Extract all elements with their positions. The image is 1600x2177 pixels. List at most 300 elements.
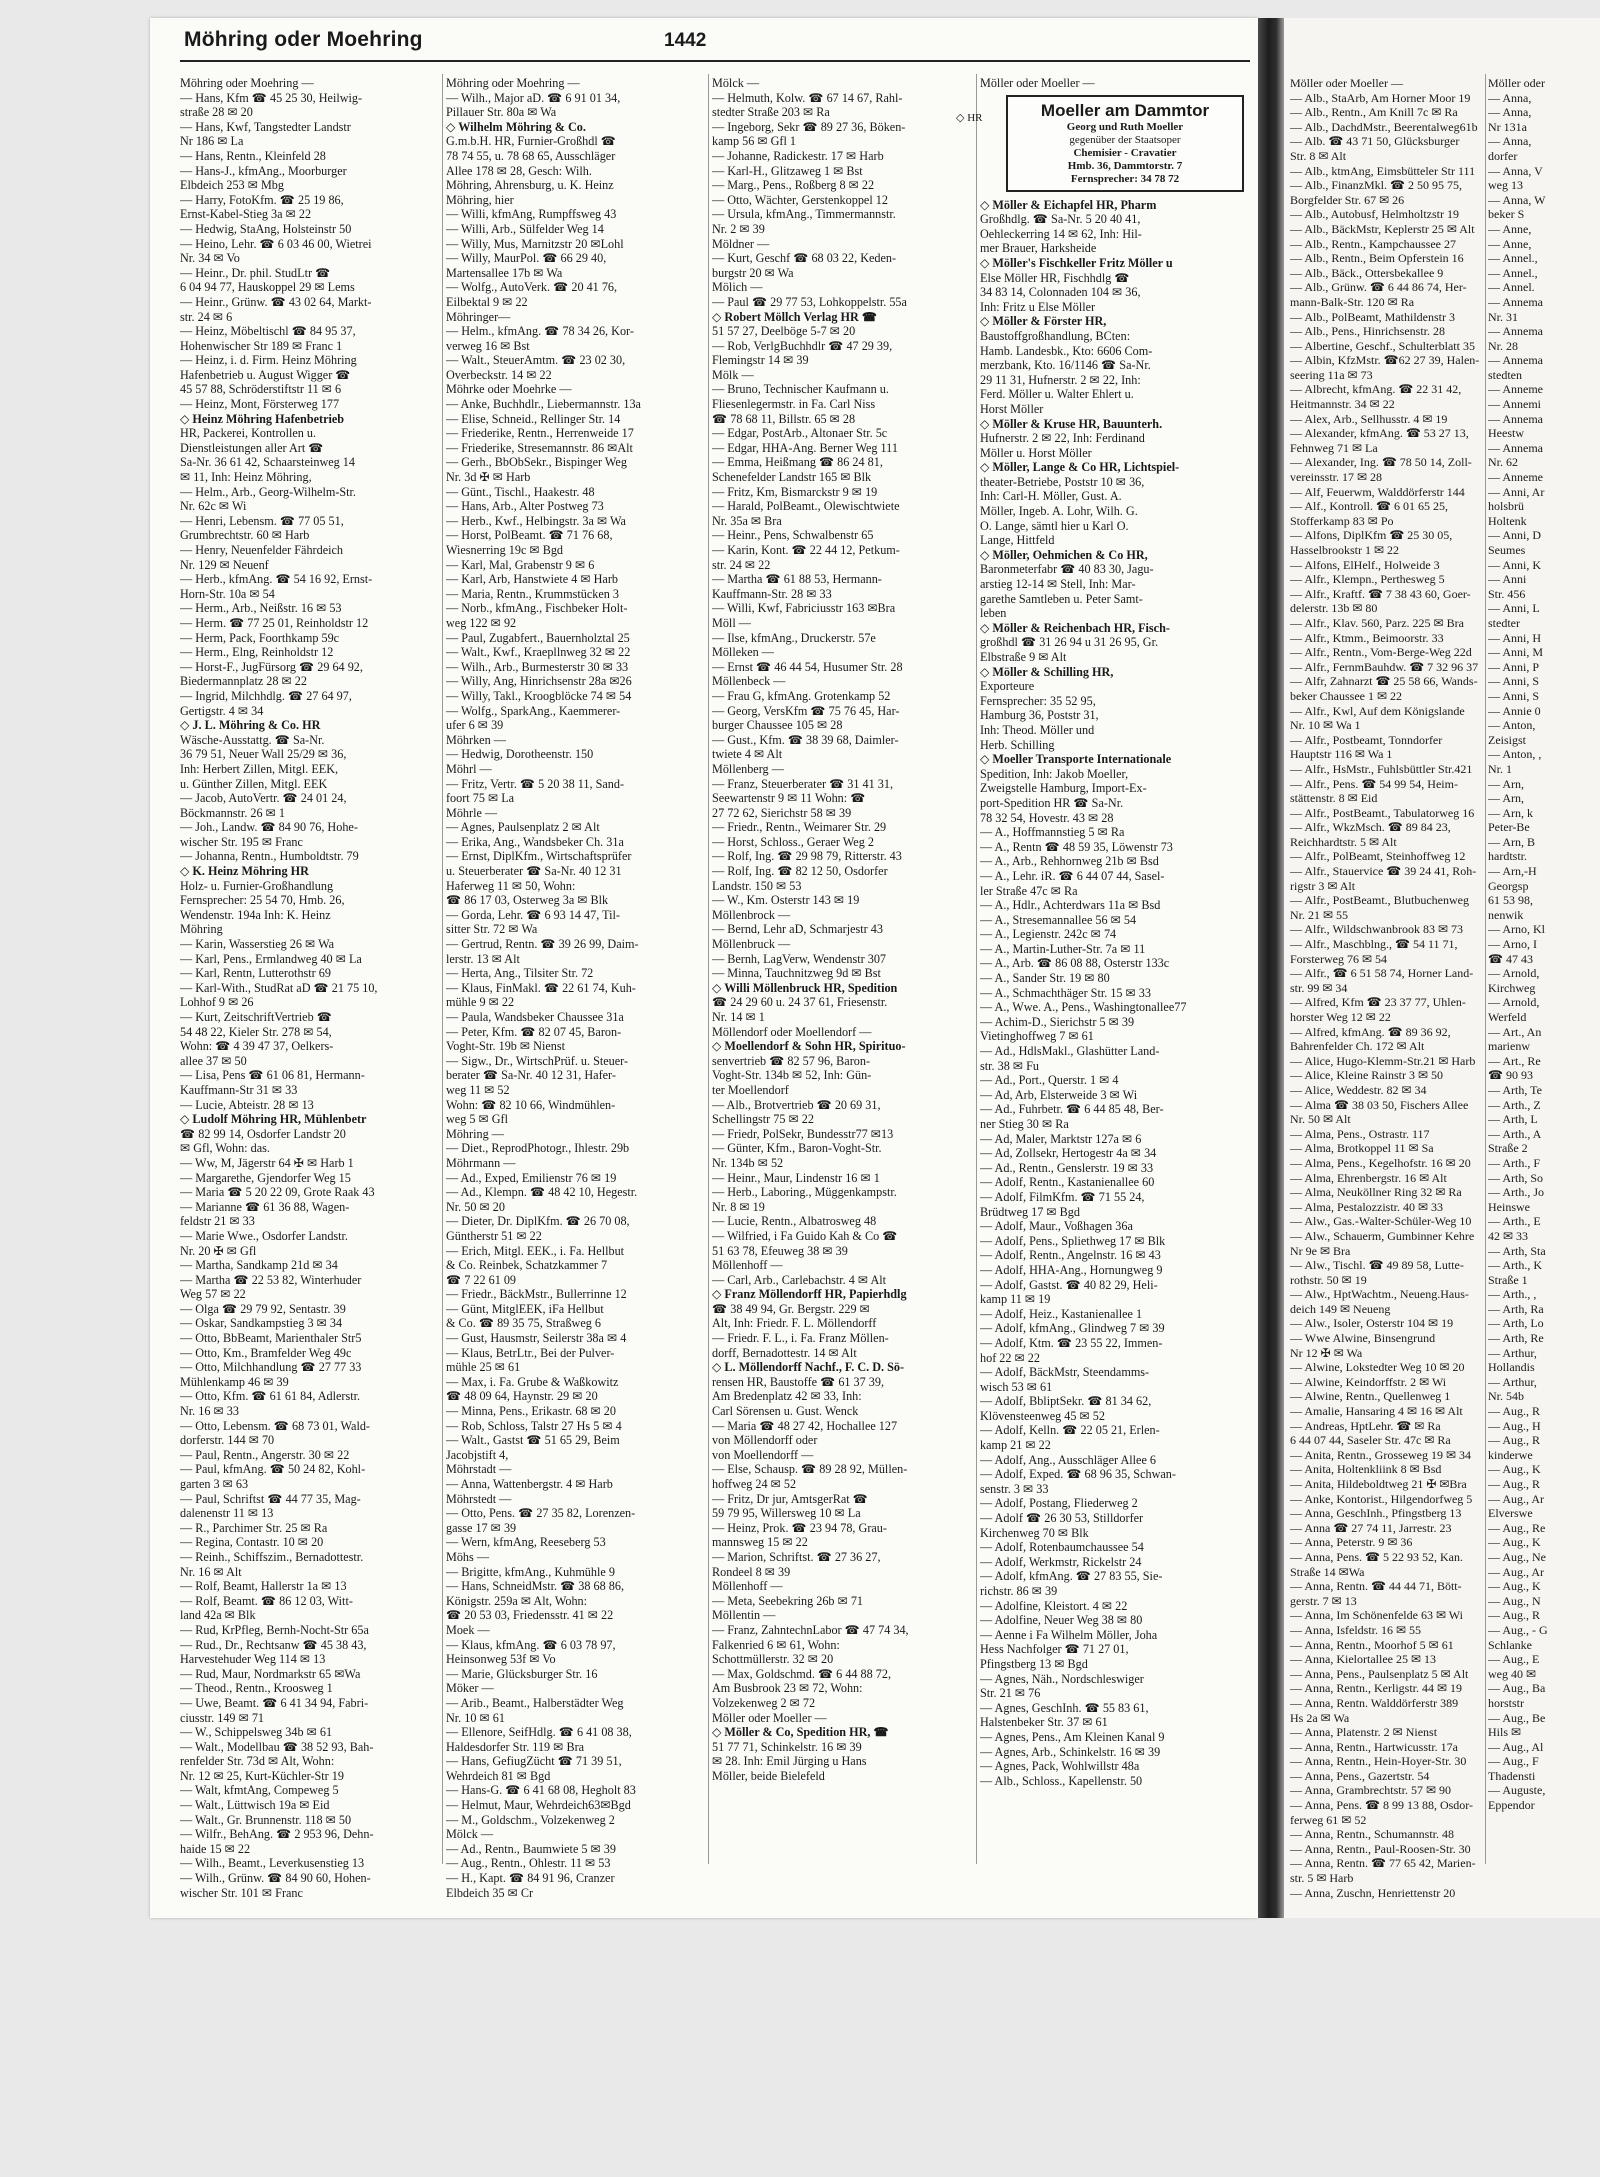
directory-entry: — Aug., R xyxy=(1488,1608,1541,1623)
directory-entry: — Anni, D xyxy=(1488,528,1542,543)
directory-entry: — Anna, Rentn. Walddörferstr 389 xyxy=(1290,1695,1459,1710)
directory-page xyxy=(150,18,1258,1918)
directory-entry: Heinswe xyxy=(1488,1199,1530,1214)
directory-entry: Inh: Herbert Zillen, Mitgl. EEK, xyxy=(180,761,339,776)
directory-entry: — Hans, Kwf, Tangstedter Landstr xyxy=(180,119,351,134)
directory-entry: 6 04 94 77, Hauskoppel 29 ✉ Lems xyxy=(180,280,355,295)
directory-entry: — Anni, H xyxy=(1488,630,1542,645)
directory-entry: — A., Wwe. A., Pens., Washingtonallee77 xyxy=(980,1000,1187,1015)
directory-entry: 59 79 95, Willersweg 10 ✉ La xyxy=(712,1506,861,1521)
directory-entry: Wiesnerring 19c ✉ Bgd xyxy=(446,543,564,557)
directory-entry: — Edgar, PostArb., Altonaer Str. 5c xyxy=(712,426,888,441)
directory-entry: merzbank, Kto. 16/1146 ☎ Sa-Nr. xyxy=(980,358,1151,373)
directory-entry: — Hans-G. ☎ 6 41 68 08, Hegholt 83 xyxy=(446,1783,636,1798)
directory-entry: horststr xyxy=(1488,1695,1524,1710)
directory-entry: — Rud., Dr., Rechtsanw ☎ 45 38 43, xyxy=(180,1637,367,1652)
directory-entry: — Alexander, kfmAng. ☎ 53 27 13, xyxy=(1290,426,1469,441)
directory-entry: — Fritz, Vertr. ☎ 5 20 38 11, Sand- xyxy=(446,776,625,791)
directory-entry: — Anna, Zuschn, Henriettenstr 20 xyxy=(1290,1885,1456,1900)
directory-entry: — Aug., N xyxy=(1488,1593,1541,1608)
directory-entry: — Alfred, Kfm ☎ 23 37 77, Uhlen- xyxy=(1290,995,1466,1010)
directory-entry: — Erich, Mitgl. EEK., i. Fa. Hellbut xyxy=(446,1243,625,1258)
directory-entry: Str. 8 ✉ Alt xyxy=(1290,148,1347,163)
directory-entry: — Heinr., Grünw. ☎ 43 02 64, Markt- xyxy=(180,294,372,309)
directory-entry: ◇ Möller's Fischkeller Fritz Möller u xyxy=(980,255,1173,270)
directory-entry: — Alfons, ElHelf., Holweide 3 xyxy=(1290,557,1440,572)
directory-entry: Güntherstr 51 ✉ 22 xyxy=(446,1228,542,1243)
directory-entry: Nr. 62c ✉ Wi xyxy=(180,499,247,514)
directory-entry: — Arth, Sta xyxy=(1488,1243,1546,1258)
directory-entry: — Hans-J., kfmAng., Moorburger xyxy=(180,163,347,178)
directory-entry: weg 122 ✉ 92 xyxy=(446,615,517,630)
directory-entry: — Aenne i Fa Wilhelm Möller, Joha xyxy=(980,1627,1158,1642)
directory-entry: Nr. 129 ✉ Neuenf xyxy=(180,557,269,572)
directory-entry: weg 13 xyxy=(1488,178,1523,193)
directory-entry: Schottmüllerstr. 32 ✉ 20 xyxy=(712,1652,834,1667)
directory-entry: — Achim-D., Sierichstr 5 ✉ 39 xyxy=(980,1014,1135,1029)
directory-entry: — Ad., Fuhrbetr. ☎ 6 44 85 48, Ber- xyxy=(980,1102,1164,1117)
directory-entry: Peter-Be xyxy=(1488,820,1530,835)
directory-entry: — Friedr. F. L., i. Fa. Franz Möllen- xyxy=(712,1331,889,1346)
directory-entry: rigstr 3 ✉ Alt xyxy=(1290,878,1356,893)
directory-entry: — Wilfried, i Fa Guido Kah & Co ☎ xyxy=(712,1228,898,1243)
directory-entry: — Anneme xyxy=(1488,470,1543,485)
directory-entry: gasse 17 ✉ 39 xyxy=(446,1520,517,1535)
directory-entry: — Walt., Gr. Brunnenstr. 118 ✉ 50 xyxy=(180,1812,352,1827)
directory-entry: Möller, Ingeb. A. Lohr, Wilh. G. xyxy=(980,504,1138,519)
directory-entry: — Horst, Schloss., Geraer Weg 2 xyxy=(712,834,874,849)
directory-entry: Nr. 21 ✉ 55 xyxy=(1290,907,1349,922)
directory-entry: Inh: Fritz u Else Möller xyxy=(980,299,1096,314)
directory-entry: — Alw., Tischl. ☎ 49 89 58, Lutte- xyxy=(1290,1258,1464,1273)
directory-entry: — Ad., Rentn., Genslerstr. 19 ✉ 33 xyxy=(980,1160,1154,1175)
directory-entry: ◇ Möller, Oehmichen & Co HR, xyxy=(980,547,1148,562)
directory-entry: Möll — xyxy=(712,615,751,630)
directory-entry: — Wolfg., AutoVerk. ☎ 20 41 76, xyxy=(446,280,618,295)
directory-entry: — Herm. ☎ 77 25 01, Reinholdstr 12 xyxy=(180,615,369,630)
directory-entry: ciusstr. 149 ✉ 71 xyxy=(180,1710,265,1725)
directory-entry: — Paul, Schriftst ☎ 44 77 35, Mag- xyxy=(180,1491,361,1506)
directory-entry: deich 149 ✉ Neueng xyxy=(1290,1301,1391,1316)
directory-entry: delerstr. 13b ✉ 80 xyxy=(1290,601,1378,616)
directory-entry: Nr. 16 ✉ Alt xyxy=(180,1564,242,1579)
directory-entry: Nr. 2 ✉ 39 xyxy=(712,221,765,236)
directory-entry: Nr 9e ✉ Bra xyxy=(1290,1243,1351,1258)
directory-entry: — Aug., R xyxy=(1488,1433,1541,1448)
directory-entry: Haferweg 11 ✉ 50, Wohn: xyxy=(446,878,576,893)
directory-entry: — Ad., Exped, Emilienstr 76 ✉ 19 xyxy=(446,1170,617,1185)
directory-entry: — Franz, ZahntechnLabor ☎ 47 74 34, xyxy=(712,1622,909,1637)
directory-entry: — Friedr, PolSekr, Bundesstr77 ✉13 xyxy=(712,1126,894,1141)
directory-entry: — Aug., Ba xyxy=(1488,1681,1546,1696)
directory-entry: — A., Arb., Rehhornweg 21b ✉ Bsd xyxy=(980,854,1159,869)
directory-entry: Spedition, Inh: Jakob Moeller, xyxy=(980,766,1129,781)
directory-entry: Nr. 50 ✉ Alt xyxy=(1290,1112,1351,1127)
directory-entry: — Aug., H xyxy=(1488,1418,1541,1433)
directory-entry: Else Möller HR, Fischhdlg ☎ xyxy=(980,270,1130,285)
directory-entry: — Günt, MitglEEK, iFa Hellbut xyxy=(446,1301,604,1316)
directory-entry: — Annema xyxy=(1488,411,1543,426)
directory-entry: — Alma ☎ 38 03 50, Fischers Allee xyxy=(1290,1097,1469,1112)
directory-entry: — Aug., - G xyxy=(1488,1622,1548,1637)
directory-entry: mühle 25 ✉ 61 xyxy=(446,1360,521,1375)
directory-entry: stedter xyxy=(1488,615,1520,630)
directory-entry: — Anneme xyxy=(1488,382,1543,397)
directory-entry: wischer Str. 101 ✉ Franc xyxy=(180,1885,303,1900)
directory-entry: — Maria ☎ 48 27 42, Hochallee 127 xyxy=(712,1418,898,1433)
directory-entry: — Arth., K xyxy=(1488,1258,1542,1273)
advertisement-wrapper xyxy=(956,95,1248,192)
directory-entry: — Lucie, Abteistr. 28 ✉ 13 xyxy=(180,1097,314,1112)
directory-entry: — Horst-F., JugFürsorg ☎ 29 64 92, xyxy=(180,659,363,674)
directory-entry: 61 53 98, xyxy=(1488,893,1533,908)
directory-entry: — Anna, Kielortallee 25 ✉ 13 xyxy=(1290,1652,1437,1667)
column-divider xyxy=(442,74,443,1864)
directory-entry: — Willi, Arb., Sülfelder Weg 14 xyxy=(446,221,604,236)
directory-entry: — Heino, Lehr. ☎ 6 03 46 00, Wietrei xyxy=(180,236,372,251)
directory-entry: Mölck — xyxy=(712,76,760,90)
directory-entry: — Arth., A xyxy=(1488,1126,1542,1141)
directory-entry: Lange, Hittfeld xyxy=(980,533,1055,548)
directory-entry: Kirchenweg 70 ✉ Blk xyxy=(980,1525,1089,1540)
directory-entry: Straße 14 ✉Wa xyxy=(1290,1564,1365,1579)
directory-entry: — Heinz, Mont, Försterweg 177 xyxy=(180,397,340,412)
directory-entry: — Alfr., Postbeamt, Tonndorfer xyxy=(1290,732,1443,747)
directory-entry: — Rolf, Ing. ☎ 29 98 79, Ritterstr. 43 xyxy=(712,849,902,864)
directory-entry: mann-Balk-Str. 120 ✉ Ra xyxy=(1290,294,1415,309)
directory-entry: — Alwine, Lokstedter Weg 10 ✉ 20 xyxy=(1290,1360,1465,1375)
page-number: 1442 xyxy=(664,30,707,51)
directory-entry: — Klaus, kfmAng. ☎ 6 03 78 97, xyxy=(446,1637,616,1652)
column-4 xyxy=(956,76,1248,1788)
directory-entry: — Alfr., Klempn., Perthesweg 5 xyxy=(1290,572,1445,587)
directory-entry: — Alma, Ehrenbergstr. 16 ✉ Alt xyxy=(1290,1170,1447,1185)
directory-entry: burger Chaussee 105 ✉ 28 xyxy=(712,718,843,733)
directory-entry: — Alfr, Zahnarzt ☎ 25 58 66, Wands- xyxy=(1290,674,1478,689)
directory-entry: — Olga ☎ 29 79 92, Sentastr. 39 xyxy=(180,1301,346,1316)
directory-entry: — Alexander, Ing. ☎ 78 50 14, Zoll- xyxy=(1290,455,1472,470)
directory-entry: Exporteure xyxy=(980,679,1035,694)
directory-entry: Möllendorf oder Moellendorf — xyxy=(712,1024,872,1039)
directory-entry: 78 74 55, u. 78 68 65, Ausschläger xyxy=(446,148,616,163)
directory-entry: — Anni, P xyxy=(1488,659,1540,674)
directory-entry: Großhdlg. ☎ Sa-Nr. 5 20 40 41, xyxy=(980,212,1141,227)
directory-entry: — Alw., HptWachtm., Neueng.Haus- xyxy=(1290,1287,1469,1302)
directory-entry: twiete 4 ✉ Alt xyxy=(712,747,783,762)
directory-entry: — Aug., K xyxy=(1488,1579,1541,1594)
directory-entry: — Elise, Schneid., Rellinger Str. 14 xyxy=(446,411,621,426)
directory-entry: — Alb., Brotvertrieb ☎ 20 69 31, xyxy=(712,1097,881,1112)
directory-entry: — Anna, Rentn., Kerligstr. 44 ✉ 19 xyxy=(1290,1681,1463,1696)
directory-entry: — Diet., ReprodPhotogr., Ihlestr. 29b xyxy=(446,1141,630,1156)
directory-entry: Fehnweg 71 ✉ La xyxy=(1290,440,1378,455)
directory-entry: — Annemi xyxy=(1488,397,1541,412)
directory-entry: — Aug., Ne xyxy=(1488,1549,1546,1564)
directory-entry: Heinsonweg 53f ✉ Vo xyxy=(446,1652,556,1667)
directory-entry: — Wilfr., BehAng. ☎ 2 953 96, Dehn- xyxy=(180,1827,374,1842)
directory-entry: — Arth, Re xyxy=(1488,1331,1544,1346)
directory-entry: stedter Straße 203 ✉ Ra xyxy=(712,105,830,120)
directory-entry: u. Günther Zillen, Mitgl. EEK xyxy=(180,776,328,791)
directory-entry: — Aug., Ar xyxy=(1488,1564,1545,1579)
directory-entry: — Herm, Pack, Foorthkamp 59c xyxy=(180,630,340,645)
directory-entry: — Alb., FinanzMkl. ☎ 2 50 95 75, xyxy=(1290,178,1462,193)
directory-entry: ter Moellendorf xyxy=(712,1082,789,1097)
directory-entry: — Alb. ☎ 43 71 50, Glücksburger xyxy=(1290,134,1460,149)
running-head: Möhring oder Moehring xyxy=(184,28,423,51)
directory-entry: — Annel., xyxy=(1488,265,1538,280)
directory-entry: Georgsp xyxy=(1488,878,1529,893)
directory-entry: Möhrke oder Moehrke — xyxy=(446,382,572,397)
directory-entry: Oehleckerring 14 ✉ 62, Inh: Hil- xyxy=(980,226,1142,241)
directory-entry: ◇ Möller & Förster HR, xyxy=(980,314,1107,329)
directory-entry: — Rolf, Ing. ☎ 82 12 50, Osdorfer xyxy=(712,864,888,879)
directory-entry: stedten xyxy=(1488,367,1522,382)
directory-entry: — Walt., Gastst ☎ 51 65 29, Beim xyxy=(446,1433,620,1448)
directory-entry: — Karl, Mal, Grabenstr 9 ✉ 6 xyxy=(446,557,595,572)
directory-entry: — Adolf ☎ 26 30 53, Stilldorfer xyxy=(980,1511,1144,1526)
directory-entry: — Kurt, ZeitschriftVertrieb ☎ xyxy=(180,1010,332,1024)
directory-entry: — Alfr., Kwl, Auf dem Königslande xyxy=(1290,703,1465,718)
directory-entry: 54 48 22, Kieler Str. 278 ✉ 54, xyxy=(180,1024,332,1039)
directory-entry: Kauffmann-Str 31 ✉ 33 xyxy=(180,1082,298,1097)
directory-entry: — Alfr., Rentn., Vom-Berge-Weg 22d xyxy=(1290,645,1472,660)
directory-entry: — Arno, I xyxy=(1488,937,1537,952)
directory-entry: — Willy, Ang, Hinrichsenstr 28a ✉26 xyxy=(446,674,632,689)
directory-entry: — Anna, xyxy=(1488,134,1532,149)
directory-entry: — Hans, GefiugZücht ☎ 71 39 51, xyxy=(446,1754,622,1769)
directory-entry: — Dieter, Dr. DiplKfm. ☎ 26 70 08, xyxy=(446,1214,630,1229)
directory-entry: — Adolf, Heiz., Kastanienallee 1 xyxy=(980,1306,1143,1321)
directory-entry: — Anni, L xyxy=(1488,601,1540,616)
directory-entry: Möllenhoff — xyxy=(712,1258,783,1273)
directory-entry: — Otto, Lebensm. ☎ 68 73 01, Wald- xyxy=(180,1418,370,1433)
directory-entry: ◇ Robert Möllch Verlag HR ☎ xyxy=(712,309,878,324)
directory-entry: ufer 6 ✉ 39 xyxy=(446,718,504,733)
facing-column-1 xyxy=(1290,76,1482,1900)
directory-entry: — Erika, Ang., Wandsbeker Ch. 31a xyxy=(446,834,624,849)
directory-entry: — Anne, xyxy=(1488,221,1532,236)
directory-entry: — Bernd, Lehr aD, Schmarjestr 43 xyxy=(712,922,883,937)
facing-column-2 xyxy=(1488,76,1598,1813)
directory-entry: — Arth., E xyxy=(1488,1214,1541,1229)
directory-entry: — Karl, Arb, Hanstwiete 4 ✉ Harb xyxy=(446,572,618,587)
directory-entry: — A., Arb. ☎ 86 08 88, Osterstr 133c xyxy=(980,956,1170,971)
directory-entry: ☎ 7 22 61 09 xyxy=(446,1272,517,1287)
directory-entry: — Alb., Bäck., Ottersbekallee 9 xyxy=(1290,265,1444,280)
directory-entry: Vietinghoffweg 7 ✉ 61 xyxy=(980,1029,1094,1044)
directory-entry: — Andreas, HptLehr. ☎ ✉ Ra xyxy=(1290,1418,1441,1433)
directory-entry: — Harry, FotoKfm. ☎ 25 19 86, xyxy=(180,192,344,207)
directory-entry: — Gorda, Lehr. ☎ 6 93 14 47, Til- xyxy=(446,907,620,922)
directory-entry: Möllenhoff — xyxy=(712,1579,783,1594)
directory-entry: — Anna, Wattenbergstr. 4 ✉ Harb xyxy=(446,1477,613,1491)
directory-entry: Möhrken — xyxy=(446,732,506,747)
directory-entry: — Alwine, Keindorffstr. 2 ✉ Wi xyxy=(1290,1374,1447,1389)
directory-entry: — Bernh, LagVerw, Wendenstr 307 xyxy=(712,951,887,966)
directory-entry: Ernst-Kabel-Stieg 3a ✉ 22 xyxy=(180,207,312,222)
directory-entry: ◇ Möller & Kruse HR, Bauunterh. xyxy=(980,416,1163,431)
directory-entry: Hauptstr 116 ✉ Wa 1 xyxy=(1290,747,1393,762)
directory-entry: ler Straße 47c ✉ Ra xyxy=(980,883,1078,898)
directory-entry: ◇ Möller & Schilling HR, xyxy=(980,664,1114,679)
directory-entry: — Alb., Rentn., Kampchaussee 27 xyxy=(1290,236,1456,251)
directory-entry: ◇ Willi Möllenbruck HR, Spedition xyxy=(712,980,898,995)
directory-entry: — Anita, Holtenkliink 8 ✉ Bsd xyxy=(1290,1462,1442,1477)
directory-entry: Wäsche-Ausstattg. ☎ Sa-Nr. xyxy=(180,732,325,747)
directory-entry: weg 40 ✉ xyxy=(1488,1666,1537,1681)
directory-entry: Thadensti xyxy=(1488,1768,1536,1783)
directory-entry: — Alfons, DiplKfm ☎ 25 30 05, xyxy=(1290,528,1453,543)
directory-entry: Holtenk xyxy=(1488,513,1527,528)
directory-entry: — Alw., Schauerm, Gumbinner Kehre xyxy=(1290,1228,1475,1243)
directory-entry: — A., Hdlr., Achterdwars 11a ✉ Bsd xyxy=(980,898,1161,913)
directory-entry: — Wern, kfmAng, Reeseberg 53 xyxy=(446,1535,606,1550)
ad-line: Georg und Ruth Moeller xyxy=(1066,120,1184,133)
directory-entry: — Alb., Autobusf, Helmholtzstr 19 xyxy=(1290,207,1459,222)
directory-entry: — Anna, xyxy=(1488,105,1532,120)
directory-entry: — Arn, B xyxy=(1488,834,1536,849)
directory-entry: Möller oder Moeller — xyxy=(1290,76,1403,90)
directory-entry: — Jacob, AutoVertr. ☎ 24 01 24, xyxy=(180,791,347,806)
directory-entry: Harvestehuder Weg 114 ✉ 13 xyxy=(180,1652,326,1667)
directory-entry: Hamb. Landesbk., Kto: 6606 Com- xyxy=(980,343,1153,358)
directory-entry: kamp 21 ✉ 22 xyxy=(980,1438,1051,1453)
directory-entry: 78 32 54, Hovestr. 43 ✉ 28 xyxy=(980,810,1114,825)
directory-entry: nenwik xyxy=(1488,907,1524,922)
directory-entry: — Herm., Arb., Neißstr. 16 ✉ 53 xyxy=(180,601,342,616)
directory-entry: allee 37 ✉ 50 xyxy=(180,1053,247,1068)
directory-entry: Baronmeterfabr ☎ 40 83 30, Jagu- xyxy=(980,562,1154,577)
directory-entry: Allee 178 ✉ 28, Gesch: Wilh. xyxy=(446,163,592,178)
directory-entry: Seewartenstr 9 ✉ 11 Wohn: ☎ xyxy=(712,791,866,806)
directory-entry: — Arth., , xyxy=(1488,1287,1537,1302)
directory-entry: — Gerh., BbObSekr., Bispinger Weg xyxy=(446,455,627,470)
directory-entry: Am Bredenplatz 42 ✉ 33, Inh: xyxy=(712,1389,862,1404)
directory-entry: Nr. 54b xyxy=(1488,1389,1524,1404)
directory-entry: — Anna, Pens., Gazertstr. 54 xyxy=(1290,1768,1430,1783)
directory-entry: — Karl, Pens., Ermlandweg 40 ✉ La xyxy=(180,951,362,966)
directory-entry: mannsweg 15 ✉ 22 xyxy=(712,1535,808,1550)
directory-entry: — Alb., Pens., Hinrichsenstr. 28 xyxy=(1290,324,1445,339)
directory-entry: — Hans, SchneidMstr. ☎ 38 68 86, xyxy=(446,1579,625,1594)
directory-entry: kinderwe xyxy=(1488,1447,1533,1462)
directory-entry: 51 57 27, Deelböge 5-7 ✉ 20 xyxy=(712,324,856,339)
directory-entry: — Alb., PolBeamt, Mathildenstr 3 xyxy=(1290,309,1455,324)
directory-entry: senvertrieb ☎ 82 57 96, Baron- xyxy=(712,1053,871,1068)
directory-entry: — Aug., E xyxy=(1488,1652,1540,1667)
directory-entry: ☎ 86 17 03, Osterweg 3a ✉ Blk xyxy=(446,893,609,908)
directory-entry: mühle 9 ✉ 22 xyxy=(446,995,515,1010)
directory-entry: Grumbrechtstr. 60 ✉ Harb xyxy=(180,528,310,543)
directory-entry: — Alb., Rentn., Beim Opferstein 16 xyxy=(1290,251,1464,266)
directory-entry: — Fritz, Km, Bismarckstr 9 ✉ 19 xyxy=(712,484,878,499)
directory-entry: str. 38 ✉ Fu xyxy=(980,1058,1039,1073)
directory-entry: Möhrl — xyxy=(446,761,492,776)
directory-entry: — M., Goldschm., Volzekenweg 2 xyxy=(446,1812,615,1827)
directory-entry: — Ww, M, Jägerstr 64 ✠ ✉ Harb 1 xyxy=(180,1155,354,1170)
section-heading: Möller oder Moeller — xyxy=(980,76,1095,90)
directory-entry: Wendenstr. 194a Inh: K. Heinz xyxy=(180,907,331,922)
directory-entry: — Arnold, xyxy=(1488,995,1540,1010)
directory-entry: Halstenbeker Str. 37 ✉ 61 xyxy=(980,1715,1108,1730)
directory-entry: — Alfr., Ktmm., Beimoorstr. 33 xyxy=(1290,630,1444,645)
directory-entry: — Anita, Hildeboldtweg 21 ✠ ✉Bra xyxy=(1290,1477,1467,1491)
directory-entry: — A., Sander Str. 19 ✉ 80 xyxy=(980,971,1110,986)
directory-entry: Möhrmann — xyxy=(446,1155,516,1170)
directory-entry: — Anna, xyxy=(1488,90,1532,105)
directory-entry: — Herb., kfmAng. ☎ 54 16 92, Ernst- xyxy=(180,572,373,587)
directory-entry: — Marie, Glücksburger Str. 16 xyxy=(446,1666,598,1681)
directory-entry: senstr. 3 ✉ 33 xyxy=(980,1481,1049,1496)
directory-entry: — Anna, GeschInh., Pfingstberg 13 xyxy=(1290,1506,1462,1521)
directory-entry: — Arib., Beamt., Halberstädter Weg xyxy=(446,1695,624,1710)
directory-entry: Biedermannplatz 28 ✉ 22 xyxy=(180,674,307,689)
directory-entry: — Heinz, i. d. Firm. Heinz Möhring xyxy=(180,353,357,368)
directory-entry: Straße 2 xyxy=(1488,1141,1528,1156)
directory-entry: mer Brauer, Harksheide xyxy=(980,241,1097,256)
directory-entry: — Annema xyxy=(1488,294,1543,309)
directory-entry: lerstr. 13 ✉ Alt xyxy=(446,951,520,966)
directory-entry: Schlanke xyxy=(1488,1637,1532,1652)
directory-entry: — Otto, Wächter, Gerstenkoppel 12 xyxy=(712,192,888,207)
directory-entry: — Peter, Kfm. ☎ 82 07 45, Baron- xyxy=(446,1024,622,1039)
directory-entry: Möhrle — xyxy=(446,805,498,820)
directory-entry: Heestw xyxy=(1488,426,1524,441)
directory-entry: — Alfr., ☎ 6 51 58 74, Horner Land- xyxy=(1290,966,1474,981)
directory-entry: ◇ Heinz Möhring Hafenbetrieb xyxy=(180,411,345,426)
directory-entry: Overbeckstr. 14 ✉ 22 xyxy=(446,367,552,382)
directory-entry: Nr. 62 xyxy=(1488,455,1518,470)
directory-entry: Martensallee 17b ✉ Wa xyxy=(446,265,563,280)
directory-entry: — Alb., ktmAng, Eimsbütteler Str 111 xyxy=(1290,163,1476,178)
directory-entry: str. 24 ✉ 22 xyxy=(712,557,771,572)
directory-entry: — Willy, Mus, Marnitzstr 20 ✉Lohl xyxy=(446,236,624,251)
directory-entry: — Fritz, Dr jur, AmtsgerRat ☎ xyxy=(712,1491,868,1506)
directory-entry: — Friederike, Rentn., Herrenweide 17 xyxy=(446,426,634,441)
directory-entry: — Walt., SteuerAmtm. ☎ 23 02 30, xyxy=(446,353,626,368)
directory-entry: — Arnold, xyxy=(1488,966,1540,981)
directory-entry: garethe Samtleben u. Peter Samt- xyxy=(980,591,1143,606)
directory-entry: von Möllendorff oder xyxy=(712,1433,818,1448)
directory-entry: — Alma, Neuköllner Ring 32 ✉ Ra xyxy=(1290,1185,1462,1200)
directory-entry: Alt, Inh: Friedr. F. L. Möllendorff xyxy=(712,1316,877,1331)
directory-entry: — Alb., Schloss., Kapellenstr. 50 xyxy=(980,1773,1143,1788)
directory-entry: — Anna, Platenstr. 2 ✉ Nienst xyxy=(1290,1725,1438,1740)
directory-entry: Forsterweg 76 ✉ 54 xyxy=(1290,951,1388,966)
directory-entry: horster Weg 12 ✉ 22 xyxy=(1290,1010,1391,1024)
directory-entry: — Anton, xyxy=(1488,718,1536,733)
directory-entry: — Arth., Z xyxy=(1488,1097,1541,1112)
directory-entry: — Rob, Schloss, Talstr 27 Hs 5 ✉ 4 xyxy=(446,1418,622,1433)
directory-entry: ◇ Möller & Co, Spedition HR, ☎ xyxy=(712,1725,889,1740)
directory-entry: — Anna, Rentn., Hartwicusstr. 17a xyxy=(1290,1739,1458,1754)
directory-entry: — Max, Goldschmd. ☎ 6 44 88 72, xyxy=(712,1666,892,1681)
directory-entry: — Friedr., Rentn., Weimarer Str. 29 xyxy=(712,820,887,835)
directory-entry: — Uwe, Beamt. ☎ 6 41 34 94, Fabri- xyxy=(180,1695,369,1710)
directory-entry: — Emma, Heißmang ☎ 86 24 81, xyxy=(712,455,883,470)
ad-line: gegenüber der Staatsoper xyxy=(1069,133,1181,146)
directory-entry: 51 77 71, Schinkelstr. 16 ✉ 39 xyxy=(712,1739,862,1754)
directory-entry: Haldesdorfer Str. 119 ✉ Bra xyxy=(446,1739,585,1754)
directory-entry: — Wilh., Beamt., Leverkusenstieg 13 xyxy=(180,1856,365,1871)
directory-entry: theater-Betriebe, Poststr 10 ✉ 36, xyxy=(980,474,1145,489)
directory-entry: ☎ 38 49 94, Gr. Bergstr. 229 ✉ xyxy=(712,1301,870,1316)
directory-entry: Möhring xyxy=(180,922,223,937)
directory-entry: — Günt., Tischl., Haakestr. 48 xyxy=(446,484,595,499)
directory-entry: beker S xyxy=(1488,207,1525,222)
directory-entry: Baustoffgroßhandlung, BCten: xyxy=(980,328,1131,343)
